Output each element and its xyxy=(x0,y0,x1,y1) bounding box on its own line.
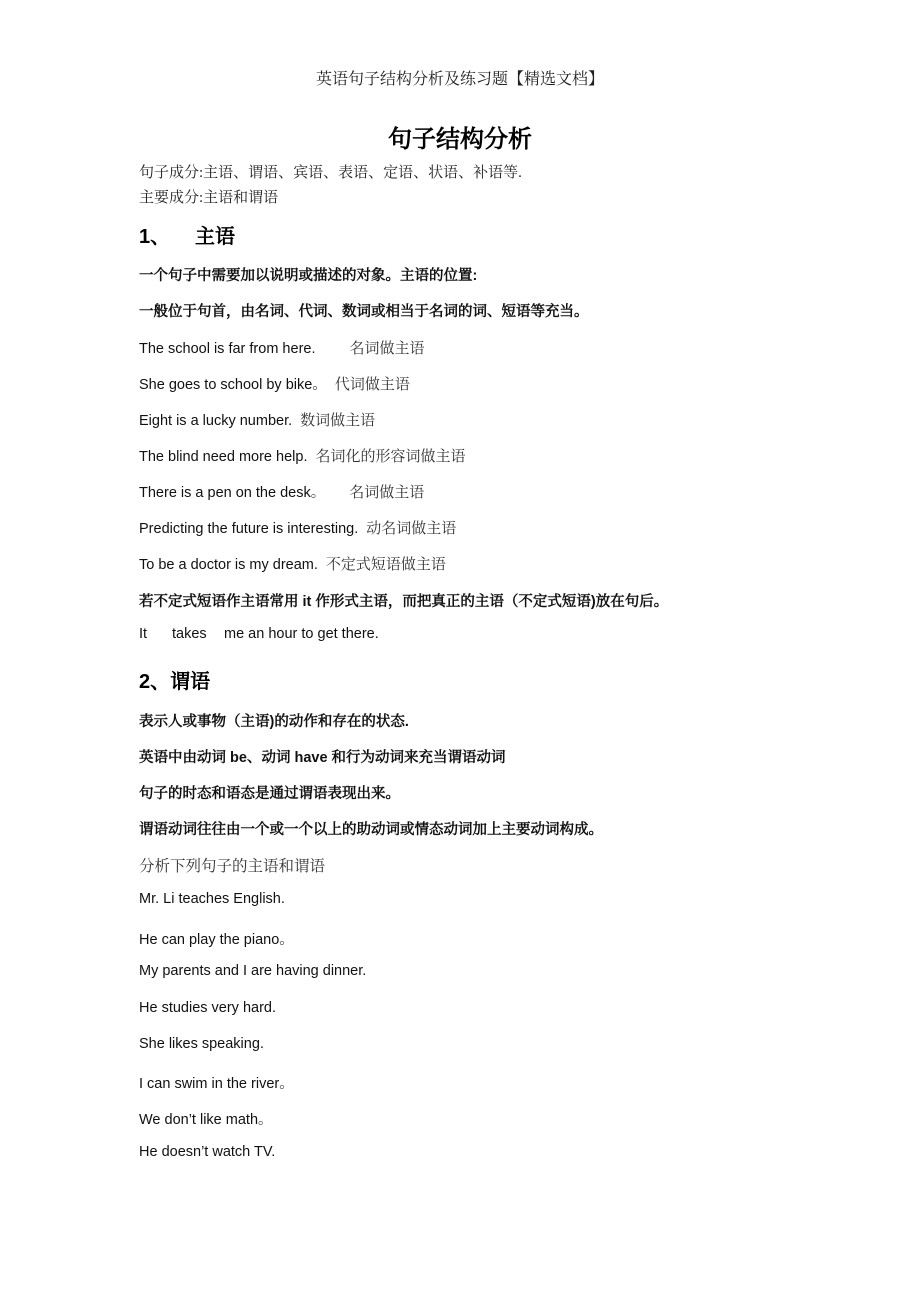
example-note: 数词做主语 xyxy=(300,413,376,429)
it-example xyxy=(139,626,379,642)
example-row xyxy=(139,445,466,466)
example-sentence: The blind need more help. xyxy=(139,449,308,465)
exercise-sentence: He doesn’t watch TV. xyxy=(139,1144,276,1160)
predicate-tense-voice: 句子的时态和语态是通过谓语表现出来。 xyxy=(139,786,400,802)
example-note: 动名词做主语 xyxy=(366,521,457,537)
subject-position: 一般位于句首，由名词、代词、数词或相当于名词的词、短语等充当。 xyxy=(139,304,589,320)
example-note: 名词化的形容词做主语 xyxy=(315,449,466,465)
example-sentence: To be a doctor is my dream. xyxy=(139,557,318,573)
example-row xyxy=(139,553,446,574)
document-header: 英语句子结构分析及练习题【精选文档】 xyxy=(315,71,604,88)
predicate-definition: 表示人或事物（主语)的动作和存在的状态. xyxy=(139,714,409,730)
example-row xyxy=(139,373,410,394)
intro-line-main-components: 主要成分:主语和谓语 xyxy=(139,190,279,206)
example-row xyxy=(139,409,375,430)
example-note: 名词做主语 xyxy=(349,485,425,501)
example-sentence: Predicting the future is interesting. xyxy=(139,521,359,537)
formal-subject-rule: 若不定式短语作主语常用 it 作形式主语，而把真正的主语（不定式短语)放在句后。 xyxy=(139,594,669,610)
section-1-heading xyxy=(139,220,235,249)
subject-definition: 一个句子中需要加以说明或描述的对象。主语的位置: xyxy=(139,268,478,284)
section-2-heading xyxy=(139,665,210,694)
example-sentence: She goes to school by bike。 xyxy=(139,377,327,393)
takes-word: takes xyxy=(172,626,207,642)
exercise-sentence: We don’t like math。 xyxy=(139,1112,273,1128)
exercise-sentence: He studies very hard. xyxy=(139,1000,277,1016)
exercise-title: 分析下列句子的主语和谓语 xyxy=(139,858,326,875)
it-word: It xyxy=(139,626,148,642)
section-2-number: 2、 xyxy=(139,671,171,693)
section-1-title: 主语 xyxy=(195,226,235,248)
exercise-sentence: He can play the piano。 xyxy=(139,932,294,948)
example-note: 名词做主语 xyxy=(349,341,425,357)
exercise-sentence: She likes speaking. xyxy=(139,1036,264,1052)
page-title: 句子结构分析 xyxy=(388,126,532,153)
exercise-sentence: Mr. Li teaches English. xyxy=(139,891,285,907)
section-1-number: 1、 xyxy=(139,226,171,248)
example-note: 代词做主语 xyxy=(334,377,410,393)
example-row xyxy=(139,517,456,538)
example-note: 不定式短语做主语 xyxy=(325,557,446,573)
example-sentence: There is a pen on the desk。 xyxy=(139,485,326,501)
exercise-sentence: My parents and I are having dinner. xyxy=(139,963,367,979)
predicate-structure: 谓语动词往往由一个或一个以上的助动词或情态动词加上主要动词构成。 xyxy=(139,822,603,838)
section-2-title: 谓语 xyxy=(170,671,211,693)
intro-line-components: 句子成分:主语、谓语、宾语、表语、定语、状语、补语等. xyxy=(139,165,522,181)
example-sentence: Eight is a lucky number. xyxy=(139,413,293,429)
example-row xyxy=(139,337,425,358)
predicate-verbs: 英语中由动词 be、动词 have 和行为动词来充当谓语动词 xyxy=(139,750,506,766)
example-row xyxy=(139,481,424,502)
exercise-sentence: I can swim in the river。 xyxy=(139,1076,294,1092)
example-sentence: The school is far from here. xyxy=(139,341,316,357)
it-example-rest: me an hour to get there. xyxy=(224,626,379,642)
